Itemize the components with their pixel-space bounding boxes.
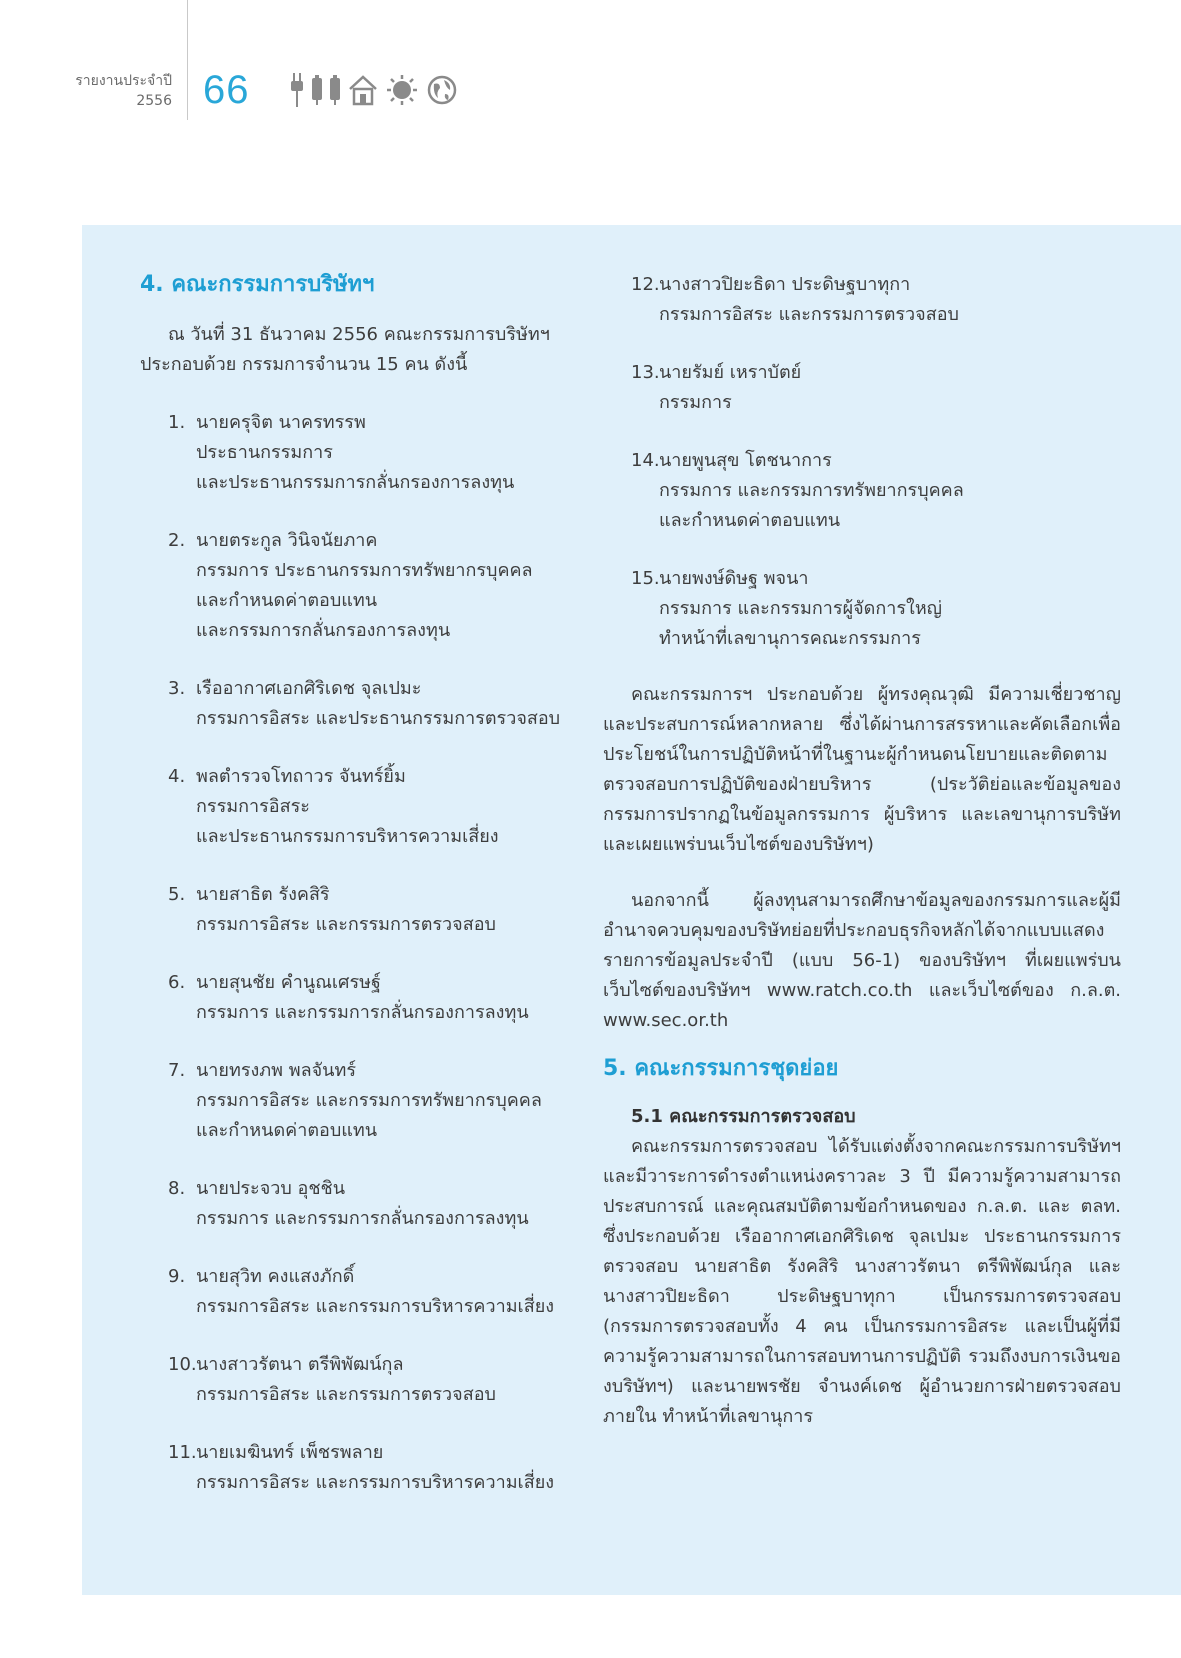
member-number: 14. [631,450,660,471]
member-name: นายรัมย์ เหราบัตย์ [659,362,802,383]
member-role: กรรมการ ประธานกรรมการทรัพยากรบุคคล [196,560,533,581]
battery-icon [312,75,322,113]
list-item [603,446,1121,536]
member-number: 9. [168,1266,186,1287]
member-role: กรรมการอิสระ และกรรมการบริหารความเสี่ยง [196,1472,555,1493]
report-label-title: รายงานประจำปี [75,73,172,89]
member-number: 11. [168,1442,197,1463]
list-item [140,674,580,734]
right-column [603,270,1121,1432]
member-role: กรรมการอิสระ [196,796,310,817]
member-name: นายเมฆินทร์ เพ็ชรพลาย [196,1442,384,1463]
member-role: กรรมการอิสระ และประธานกรรมการตรวจสอบ [196,708,561,729]
member-name: นางสาวรัตนา ตรีพิพัฒน์กุล [196,1354,404,1375]
page-number: 66 [203,68,250,112]
member-number: 10. [168,1354,197,1375]
member-name: นายตระกูล วินิจนัยภาค [196,530,378,551]
member-number: 15. [631,568,660,589]
page-header [0,0,1181,130]
report-label-year: 2556 [136,93,172,109]
member-role: กรรมการอิสระ และกรรมการทรัพยากรบุคคล [196,1090,542,1111]
member-number: 1. [168,412,186,433]
member-role: กรรมการอิสระ และกรรมการตรวจสอบ [196,1384,496,1405]
member-role: และกำหนดค่าตอบแทน [196,590,378,611]
investor-info-paragraph: นอกจากนี้ ผู้ลงทุนสามารถศึกษาข้อมูลของกรรมการและผู้มีอำนาจควบคุมของบริษัทย่อยที่ประกอบธุรกิจหลักได้จากแบบแสดงรายการข้อมูลประจำปี (แบบ 56-1) ของบริษัทฯ ที่เผยแพร่บนเว็บไซต์ของบริษัทฯ www.ratch.co.th และเว็บไซต์ของ ก.ล.ต. www.sec.or.th [603,890,1121,1031]
member-role: กรรมการ และกรรมการทรัพยากรบุคคล [659,480,964,501]
member-role: และกำหนดค่าตอบแทน [196,1120,378,1141]
battery-icon [330,75,340,113]
house-icon [348,74,378,114]
list-item [140,1174,580,1234]
list-item [140,526,580,646]
member-name: เรืออากาศเอกศิริเดช จุลเปมะ [196,678,422,699]
member-number: 4. [168,766,186,787]
list-item [603,564,1121,654]
member-number: 6. [168,972,186,993]
member-role: กรรมการอิสระ และกรรมการตรวจสอบ [659,304,959,325]
member-name: นายสุวิท คงแสงภักดิ์ [196,1266,355,1287]
member-number: 13. [631,362,660,383]
member-name: นายพงษ์ดิษฐ พจนา [659,568,809,589]
member-name: พลตำรวจโทถาวร จันทร์ยิ้ม [196,766,406,787]
member-role: และกรรมการกลั่นกรองการลงทุน [196,620,451,641]
list-item [140,968,580,1028]
member-name: นายสุนชัย คำนูณเศรษฐ์ [196,972,381,993]
list-item [140,880,580,940]
member-role: กรรมการ และกรรมการกลั่นกรองการลงทุน [196,1002,529,1023]
list-item [140,1438,580,1498]
board-member-list-continued [603,270,1121,654]
member-role: ประธานกรรมการ [196,442,333,463]
section-title-subcommittees: 5. คณะกรรมการชุดย่อย [603,1056,839,1081]
member-name: นายครุจิต นาครทรรพ [196,412,366,433]
list-item [140,1056,580,1146]
list-item [140,408,580,498]
member-role: กรรมการ [659,392,732,413]
member-number: 2. [168,530,186,551]
member-role: กรรมการอิสระ และกรรมการตรวจสอบ [196,914,496,935]
content-panel [82,225,1181,1595]
sun-icon [386,74,418,114]
member-role: กรรมการอิสระ และกรรมการบริหารความเสี่ยง [196,1296,555,1317]
member-number: 5. [168,884,186,905]
report-label [40,71,172,111]
list-item [140,762,580,852]
member-number: 7. [168,1060,186,1081]
board-description-paragraph: คณะกรรมการฯ ประกอบด้วย ผู้ทรงคุณวุฒิ มีความเชี่ยวชาญและประสบการณ์หลากหลาย ซึ่งได้ผ่านการสรรหาและคัดเลือกเพื่อประโยชน์ในการปฏิบัติหน้าที่ในฐานะผู้กำหนดนโยบายและติดตามตรวจสอบการปฏิบัติของฝ่ายบริหาร (ประวัติย่อและข้อมูลของกรรมการปรากฏในข้อมูลกรรมการ ผู้บริหาร และเลขานุการบริษัท และเผยแพร่บนเว็บไซต์ของบริษัทฯ) [603,684,1121,855]
board-intro: ณ วันที่ 31 ธันวาคม 2556 คณะกรรมการบริษัทฯ ประกอบด้วย กรรมการจำนวน 15 คน ดังนี้ [140,324,550,375]
member-role: และกำหนดค่าตอบแทน [659,510,841,531]
member-role: และประธานกรรมการกลั่นกรองการลงทุน [196,472,515,493]
member-number: 3. [168,678,186,699]
member-role: ทำหน้าที่เลขานุการคณะกรรมการ [659,628,921,649]
section-title-board: 4. คณะกรรมการบริษัทฯ [140,272,375,297]
plug-icon [290,73,304,115]
list-item [140,1350,580,1410]
member-name: นางสาวปิยะธิดา ประดิษฐบาทุกา [659,274,911,295]
globe-icon [426,74,458,114]
audit-committee-paragraph: คณะกรรมการตรวจสอบ ได้รับแต่งตั้งจากคณะกรรมการบริษัทฯ และมีวาระการดำรงตำแหน่งคราวละ 3 ปี มีความรู้ความสามารถ ประสบการณ์ และคุณสมบัติตามข้อกำหนดของ ก.ล.ต. และ ตลท. ซึ่งประกอบด้วย เรืออากาศเอกศิริเดช จุลเปมะ ประธานกรรมการตรวจสอบ นายสาธิต รังคสิริ นางสาวรัตนา ตรีพิพัฒน์กุล และนางสาวปิยะธิดา ประดิษฐบาทุกา เป็นกรรมการตรวจสอบ (กรรมการตรวจสอบทั้ง 4 คน เป็นกรรมการอิสระ และเป็นผู้ที่มีความรู้ความสามารถในการสอบทานการปฏิบัติ รวมถึงงบการเงินของบริษัทฯ) และนายพรชัย จำนงค์เดช ผู้อำนวยการฝ่ายตรวจสอบภายใน ทำหน้าที่เลขานุการ [603,1136,1121,1427]
list-item [140,1262,580,1322]
member-role: กรรมการ และกรรมการกลั่นกรองการลงทุน [196,1208,529,1229]
member-name: นายพูนสุข โตชนาการ [659,450,832,471]
board-member-list [140,408,580,1498]
list-item [603,358,1121,418]
member-role: และประธานกรรมการบริหารความเสี่ยง [196,826,499,847]
member-name: นายสาธิต รังคสิริ [196,884,330,905]
subsection-title-audit-committee: 5.1 คณะกรรมการตรวจสอบ [631,1106,856,1127]
header-icons [290,74,458,114]
member-number: 8. [168,1178,186,1199]
list-item [603,270,1121,330]
member-name: นายประจวบ อุชชิน [196,1178,346,1199]
header-divider [187,0,188,120]
member-name: นายทรงภพ พลจันทร์ [196,1060,357,1081]
member-role: กรรมการ และกรรมการผู้จัดการใหญ่ [659,598,943,619]
member-number: 12. [631,274,660,295]
left-column [140,270,580,1498]
